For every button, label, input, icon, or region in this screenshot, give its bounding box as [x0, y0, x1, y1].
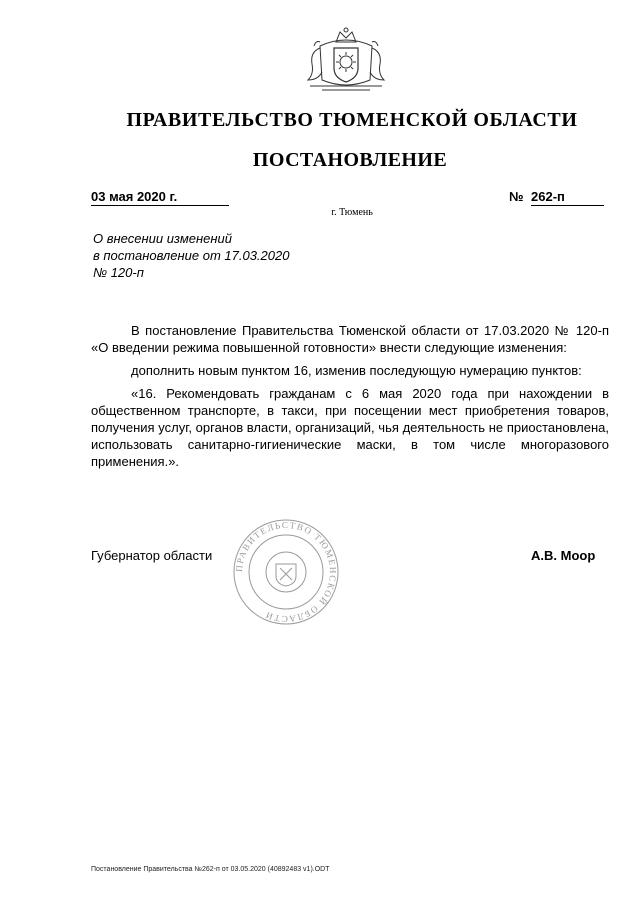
subject-line: О внесении изменений [93, 231, 232, 246]
signatory-position: Губернатор области [91, 548, 213, 563]
body-paragraph: дополнить новым пунктом 16, изменив последующую нумерацию пунктов: [131, 363, 582, 378]
body-paragraph: «16. Рекомендовать гражданам с 6 мая 2020 года при нахождении в общественном транспорте, в такси, при посещении мест приобретения товаров, получения услуг, органов власти, организаций, чья деятельность не приостановлена, использовать санитарно-гигиенические маски, в том числе многоразового применения.». [91, 386, 609, 469]
coat-of-arms-icon [300, 24, 392, 100]
document-date: 03 мая 2020 г. [91, 189, 229, 206]
signatory-name: А.В. Моор [531, 548, 596, 563]
seal-text: ПРАВИТЕЛЬСТВО ТЮМЕНСКОЙ ОБЛАСТИ [233, 519, 339, 625]
official-seal-icon [232, 518, 340, 626]
subject-line: № 120-п [93, 265, 144, 280]
city-label: г. Тюмень [331, 207, 373, 218]
document-footer: Постановление Правительства №262-п от 03.05.2020 (40892483 v1).ODT [91, 866, 330, 873]
number-sign: № [509, 189, 524, 204]
document-body [91, 322, 609, 476]
document-type-title: ПОСТАНОВЛЕНИЕ [252, 149, 448, 171]
organization-title: ПРАВИТЕЛЬСТВО ТЮМЕНСКОЙ ОБЛАСТИ [126, 109, 578, 131]
document-number: 262-п [531, 189, 604, 206]
subject-line: в постановление от 17.03.2020 [93, 248, 290, 263]
body-paragraph: В постановление Правительства Тюменской области от 17.03.2020 № 120-п «О введении режима повышенной готовности» внести следующие изменения: [91, 323, 609, 355]
document-subject [93, 230, 353, 281]
